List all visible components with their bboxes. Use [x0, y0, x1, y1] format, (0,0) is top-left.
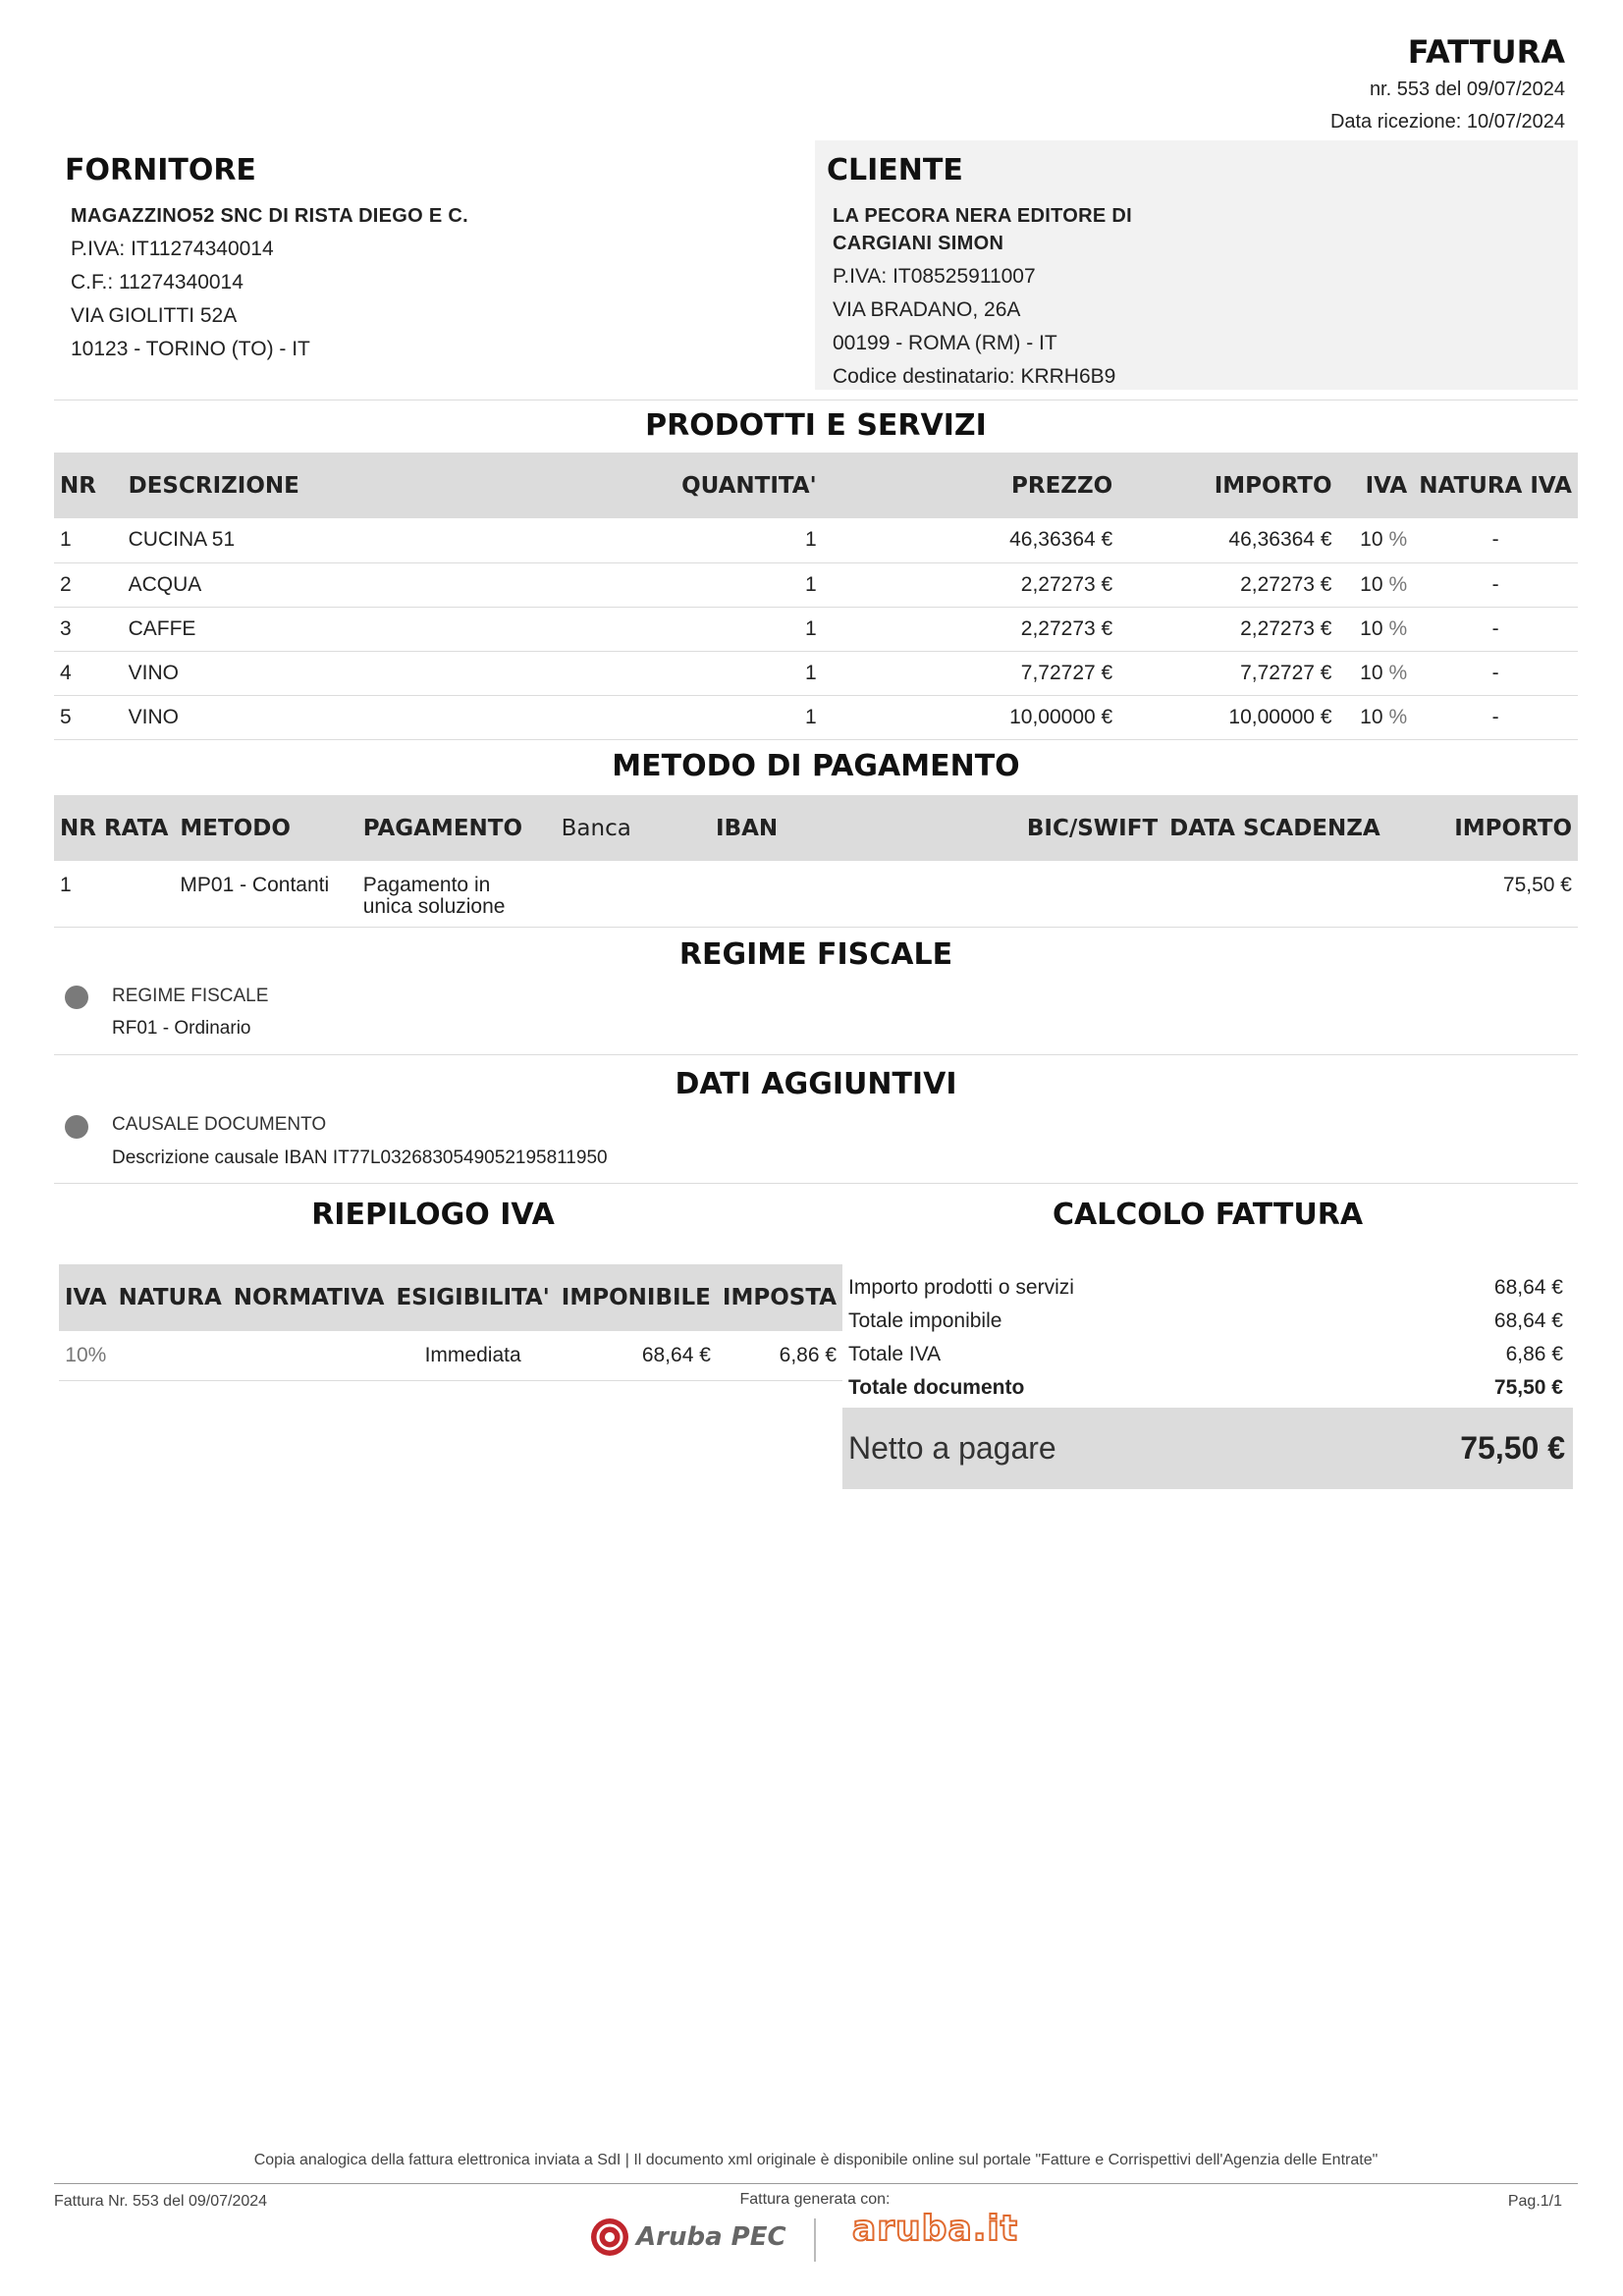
products-header-row [54, 453, 1578, 518]
product-price: 46,36364 € [823, 518, 1119, 562]
product-price: 10,00000 € [823, 695, 1119, 739]
additional-label: CAUSALE DOCUMENTO [112, 1114, 327, 1135]
product-row [54, 518, 1578, 562]
product-vat-unit: % [1388, 572, 1408, 596]
total-row-taxable [842, 1305, 1569, 1338]
vat-row [59, 1331, 842, 1380]
product-amount: 46,36364 € [1118, 518, 1337, 562]
col-vat-rate: IVA [59, 1264, 113, 1331]
product-vat [1338, 651, 1414, 695]
col-iban: IBAN [710, 795, 1021, 861]
product-vat-rate: 10 [1360, 616, 1383, 640]
client-piva: P.IVA: IT08525911007 [833, 265, 1036, 288]
vat-tax: 6,86 € [717, 1331, 842, 1380]
calc-title: CALCOLO FATTURA [1052, 1198, 1364, 1232]
supplier-cf: C.F.: 11274340014 [71, 271, 243, 294]
col-taxable: IMPONIBILE [556, 1264, 717, 1331]
vat-rule [228, 1331, 391, 1380]
col-due-date: DATA SCADENZA [1163, 795, 1386, 861]
product-vat-nature: - [1413, 695, 1578, 739]
vat-eligibility: Immediata [390, 1331, 555, 1380]
payment-method: MP01 - Contanti [174, 861, 356, 927]
col-bic: BIC/SWIFT [1021, 795, 1163, 861]
divider [54, 1054, 1578, 1055]
client-block [815, 140, 1578, 390]
payment-title: METODO DI PAGAMENTO [612, 749, 1020, 783]
vat-taxable: 68,64 € [556, 1331, 717, 1380]
additional-value: Descrizione causale IBAN IT77L0326830549052195811950 [112, 1148, 608, 1168]
product-description: VINO [123, 651, 627, 695]
col-installment: NR RATA [54, 795, 174, 861]
product-vat-unit: % [1388, 528, 1408, 552]
col-vat: IVA [1338, 453, 1414, 518]
vat-summary-title: RIEPILOGO IVA [311, 1198, 555, 1232]
product-vat [1338, 695, 1414, 739]
col-payment-amount: IMPORTO [1386, 795, 1578, 861]
col-method: METODO [174, 795, 356, 861]
bullet-icon [65, 986, 88, 1009]
vat-nature [113, 1331, 228, 1380]
total-label: Totale IVA [848, 1343, 942, 1365]
product-vat-rate: 10 [1360, 661, 1383, 684]
footer-generated-with: Fattura generata con: [739, 2191, 891, 2208]
product-vat [1338, 562, 1414, 607]
total-row-products [842, 1271, 1569, 1305]
document-title: FATTURA [1407, 33, 1565, 71]
aruba-pec-logo [589, 2216, 786, 2258]
payment-bic [1021, 861, 1163, 927]
total-label: Totale imponibile [848, 1309, 1002, 1332]
client-name-line2: CARGIANI SIMON [833, 233, 1004, 254]
products-table [54, 453, 1578, 740]
supplier-address: VIA GIOLITTI 52A [71, 304, 238, 327]
bullet-icon [65, 1115, 88, 1139]
aruba-seal-icon [589, 2216, 630, 2258]
col-description: DESCRIZIONE [123, 453, 627, 518]
net-to-pay-label: Netto a pagare [848, 1430, 1056, 1466]
col-payment: PAGAMENTO [357, 795, 556, 861]
products-title: PRODOTTI E SERVIZI [645, 408, 987, 443]
footer-note: Copia analogica della fattura elettronica inviata a SdI | Il documento xml originale è disponibile online sul portale "Fatture e Corrispettivi dell'Agenzia delle Entrate" [253, 2152, 1379, 2168]
product-vat-rate: 10 [1360, 705, 1383, 728]
footer-divider [54, 2183, 1578, 2184]
product-nr: 5 [54, 695, 123, 739]
product-nr: 3 [54, 607, 123, 651]
product-vat-nature: - [1413, 607, 1578, 651]
total-value: 68,64 € [1493, 1276, 1563, 1299]
product-amount: 2,27273 € [1118, 607, 1337, 651]
total-value: 6,86 € [1505, 1343, 1563, 1365]
product-vat-unit: % [1388, 661, 1408, 684]
col-eligibility: ESIGIBILITA' [390, 1264, 555, 1331]
supplier-title: FORNITORE [65, 153, 256, 187]
payment-header-row [54, 795, 1578, 861]
payment-terms-line1: Pagamento in [362, 874, 491, 896]
payment-bank [556, 861, 710, 927]
product-description: CUCINA 51 [123, 518, 627, 562]
supplier-piva: P.IVA: IT11274340014 [71, 238, 274, 260]
received-date: Data ricezione: 10/07/2024 [1329, 111, 1565, 133]
col-quantity: QUANTITA' [627, 453, 823, 518]
product-row [54, 651, 1578, 695]
vat-rate: 10% [59, 1331, 113, 1380]
divider [54, 1183, 1578, 1184]
product-vat-nature: - [1413, 651, 1578, 695]
payment-terms-line2: unica soluzione [362, 895, 506, 918]
totals-list [842, 1271, 1569, 1405]
tax-regime-title: REGIME FISCALE [678, 937, 953, 972]
total-label: Importo prodotti o servizi [848, 1276, 1074, 1299]
col-bank: Banca [556, 795, 710, 861]
net-to-pay-value: 75,50 € [1460, 1430, 1565, 1466]
product-description: VINO [123, 695, 627, 739]
col-price: PREZZO [823, 453, 1119, 518]
vat-header-row [59, 1264, 842, 1331]
product-quantity: 1 [627, 518, 823, 562]
product-vat-unit: % [1388, 616, 1408, 640]
invoice-number: nr. 553 del 09/07/2024 [1369, 79, 1565, 100]
net-to-pay-box [842, 1408, 1573, 1489]
product-vat-unit: % [1388, 705, 1408, 728]
aruba-it-logo: aruba.it [852, 2209, 1018, 2249]
product-amount: 2,27273 € [1118, 562, 1337, 607]
payment-row [54, 861, 1578, 927]
product-amount: 10,00000 € [1118, 695, 1337, 739]
product-nr: 1 [54, 518, 123, 562]
additional-title: DATI AGGIUNTIVI [675, 1067, 957, 1101]
product-description: CAFFE [123, 607, 627, 651]
footer-page: Pag.1/1 [1507, 2193, 1562, 2210]
product-row [54, 562, 1578, 607]
logo-separator [814, 2218, 816, 2262]
col-rule: NORMATIVA [228, 1264, 391, 1331]
total-value: 75,50 € [1493, 1376, 1563, 1399]
product-quantity: 1 [627, 607, 823, 651]
supplier-block [63, 153, 750, 366]
payment-terms [357, 861, 556, 927]
total-value: 68,64 € [1493, 1309, 1563, 1332]
client-city: 00199 - ROMA (RM) - IT [833, 332, 1057, 354]
product-nr: 2 [54, 562, 123, 607]
product-vat-rate: 10 [1360, 572, 1383, 596]
client-title: CLIENTE [827, 153, 963, 187]
product-vat-nature: - [1413, 518, 1578, 562]
product-quantity: 1 [627, 651, 823, 695]
col-nature: NATURA [113, 1264, 228, 1331]
supplier-city: 10123 - TORINO (TO) - IT [71, 338, 310, 360]
payment-due-date [1163, 861, 1386, 927]
product-vat [1338, 518, 1414, 562]
payment-amount: 75,50 € [1386, 861, 1578, 927]
footer-invoice-ref: Fattura Nr. 553 del 09/07/2024 [54, 2193, 268, 2210]
col-amount: IMPORTO [1118, 453, 1337, 518]
payment-table [54, 795, 1578, 928]
product-vat-nature: - [1413, 562, 1578, 607]
product-price: 2,27273 € [823, 562, 1119, 607]
product-row [54, 607, 1578, 651]
payment-nr: 1 [54, 861, 174, 927]
product-vat-rate: 10 [1360, 528, 1383, 552]
supplier-name: MAGAZZINO52 SNC DI RISTA DIEGO E C. [71, 205, 468, 227]
client-address: VIA BRADANO, 26A [833, 298, 1021, 321]
vat-summary-table [59, 1264, 842, 1381]
payment-iban [710, 861, 1021, 927]
col-tax: IMPOSTA [717, 1264, 842, 1331]
total-row-vat [842, 1338, 1569, 1371]
total-row-document [842, 1371, 1569, 1405]
tax-regime-label: REGIME FISCALE [112, 986, 269, 1006]
client-name-line1: LA PECORA NERA EDITORE DI [833, 205, 1132, 227]
product-amount: 7,72727 € [1118, 651, 1337, 695]
product-vat [1338, 607, 1414, 651]
product-nr: 4 [54, 651, 123, 695]
aruba-pec-wordmark: Aruba PEC [636, 2222, 786, 2252]
product-price: 7,72727 € [823, 651, 1119, 695]
client-recipient-code: Codice destinatario: KRRH6B9 [833, 365, 1116, 388]
product-description: ACQUA [123, 562, 627, 607]
product-quantity: 1 [627, 695, 823, 739]
tax-regime-value: RF01 - Ordinario [112, 1018, 251, 1039]
total-label: Totale documento [848, 1376, 1025, 1399]
col-vat-nature: NATURA IVA [1413, 453, 1578, 518]
product-price: 2,27273 € [823, 607, 1119, 651]
product-quantity: 1 [627, 562, 823, 607]
product-row [54, 695, 1578, 739]
col-nr: NR [54, 453, 123, 518]
